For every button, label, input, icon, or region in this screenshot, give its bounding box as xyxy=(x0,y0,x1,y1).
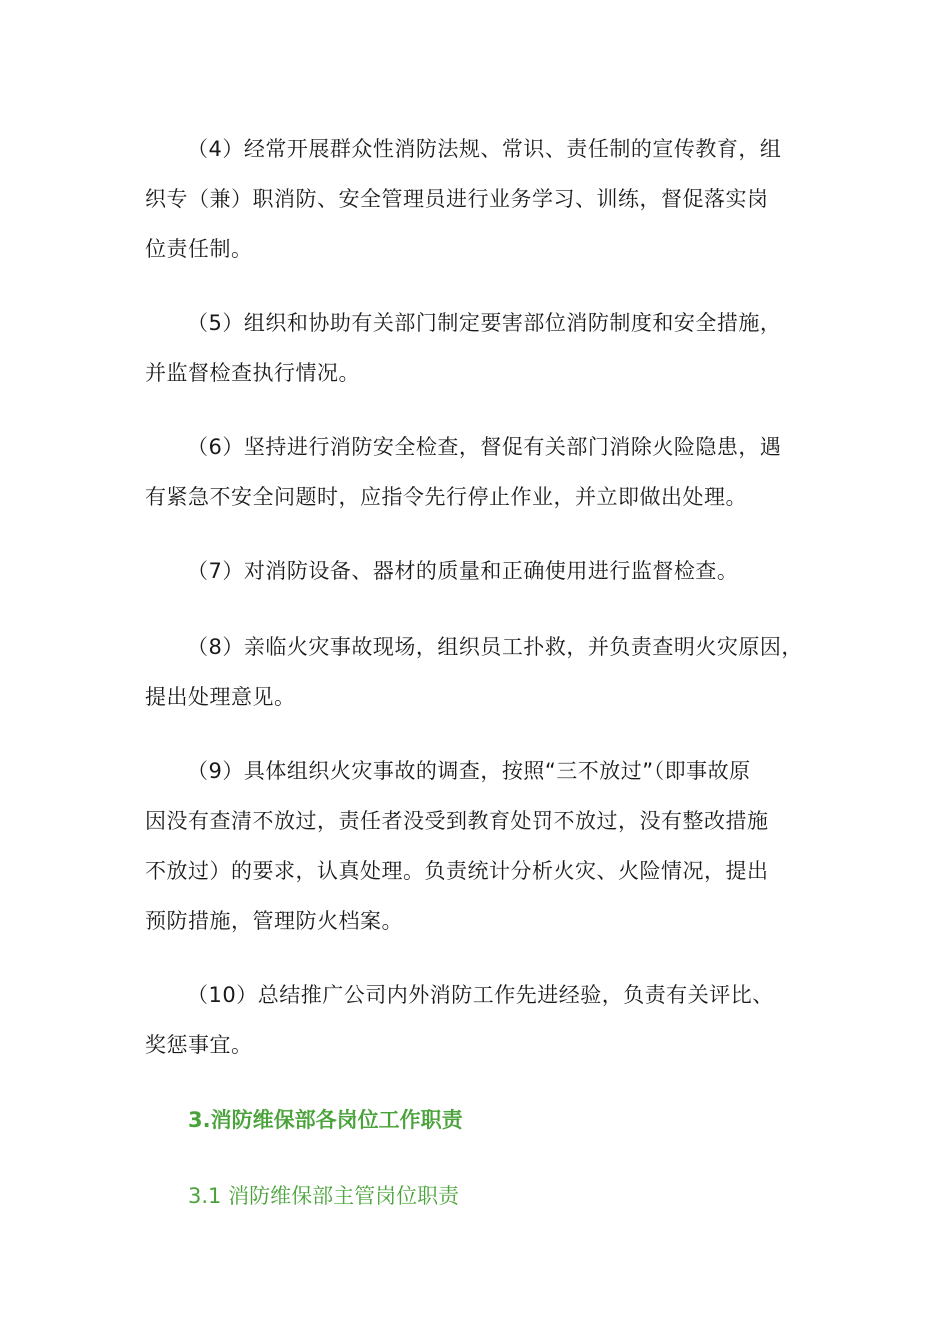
text-line: 位责任制。 xyxy=(145,237,253,261)
text-line: （8）亲临火灾事故现场，组织员工扑救，并负责查明火灾原因， xyxy=(187,635,803,659)
text-line: （10）总结推广公司内外消防工作先进经验，负责有关评比、 xyxy=(187,983,774,1007)
text-line: 奖惩事宜。 xyxy=(145,1033,253,1057)
text-line: 并监督检查执行情况。 xyxy=(145,361,360,385)
paragraph-item-7 xyxy=(145,546,815,596)
paragraph-item-6 xyxy=(145,422,815,522)
text-line: （6）坚持进行消防安全检查，督促有关部门消除火险隐患，遇 xyxy=(187,435,782,459)
paragraph-item-9 xyxy=(145,746,815,946)
paragraph-item-4 xyxy=(145,124,815,274)
paragraph-item-10 xyxy=(145,970,815,1070)
section-heading: 3.消防维保部各岗位工作职责 xyxy=(188,1108,463,1132)
text-line: （4）经常开展群众性消防法规、常识、责任制的宣传教育，组 xyxy=(187,137,782,161)
text-line: 不放过）的要求，认真处理。负责统计分析火灾、火险情况，提出 xyxy=(145,859,769,883)
text-line: （9）具体组织火灾事故的调查，按照“三不放过”（即事故原 xyxy=(187,759,751,783)
text-line: 因没有查清不放过，责任者没受到教育处罚不放过，没有整改措施 xyxy=(145,809,769,833)
text-line: 有紧急不安全问题时，应指令先行停止作业，并立即做出处理。 xyxy=(145,485,747,509)
subsection-heading: 3.1 消防维保部主管岗位职责 xyxy=(188,1184,460,1208)
paragraph-item-8 xyxy=(145,622,815,722)
text-line: （7）对消防设备、器材的质量和正确使用进行监督检查。 xyxy=(187,559,739,583)
text-line: 织专（兼）职消防、安全管理员进行业务学习、训练，督促落实岗 xyxy=(145,187,769,211)
text-line: 提出处理意见。 xyxy=(145,685,296,709)
paragraph-item-5 xyxy=(145,298,815,398)
text-line: 预防措施，管理防火档案。 xyxy=(145,909,403,933)
text-line: （5）组织和协助有关部门制定要害部位消防制度和安全措施， xyxy=(187,311,782,335)
